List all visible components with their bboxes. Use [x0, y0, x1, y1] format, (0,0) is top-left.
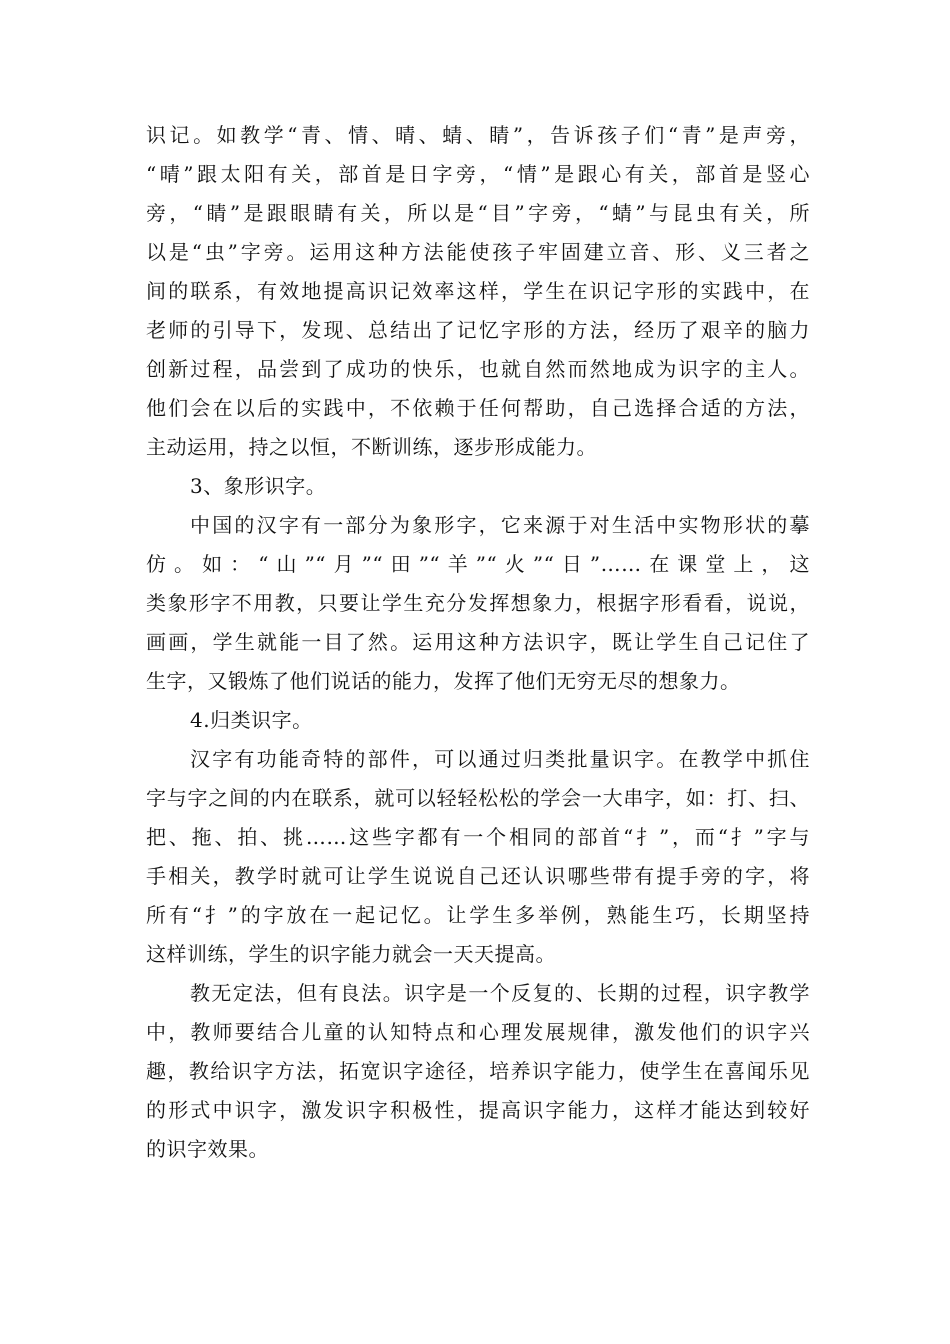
text-line: 仿。如：“山”“月”“田”“羊”“火”“日”……在课堂上，这: [146, 552, 810, 576]
text-line: 以是“虫”字旁。运用这种方法能使孩子牢固建立音、形、义三者之: [146, 240, 810, 264]
paragraph: [146, 506, 810, 701]
paragraph: [146, 974, 810, 1169]
text-line: 这样训练，学生的识字能力就会一天天提高。: [146, 942, 556, 966]
text-line: 手相关，教学时就可让学生说说自己还认识哪些带有提手旁的字，将: [146, 864, 810, 888]
heading-text: 4.归类识字。: [190, 708, 313, 732]
text-line: 主动运用，持之以恒，不断训练，逐步形成能力。: [146, 435, 597, 459]
text-line: “晴”跟太阳有关，部首是日字旁，“情”是跟心有关，部首是竖心: [146, 162, 810, 186]
text-line: 中国的汉字有一部分为象形字，它来源于对生活中实物形状的摹: [190, 513, 810, 537]
text-line: 间的联系，有效地提高识记效率这样，学生在识记字形的实践中，在: [146, 279, 810, 303]
text-line: 的形式中识字，激发识字积极性，提高识字能力，这样才能达到较好: [146, 1098, 810, 1122]
text-line: 把、拖、拍、挑……这些字都有一个相同的部首“扌”，而“扌”字与: [146, 825, 810, 849]
paragraph: [146, 740, 810, 974]
text-line: 创新过程，品尝到了成功的快乐，也就自然而然地成为识字的主人。: [146, 357, 810, 381]
section-heading: [146, 467, 810, 506]
text-line: 生字，又锻炼了他们说话的能力，发挥了他们无穷无尽的想象力。: [146, 669, 741, 693]
text-line: 汉字有功能奇特的部件，可以通过归类批量识字。在教学中抓住: [190, 747, 810, 771]
text-line: 教无定法，但有良法。识字是一个反复的、长期的过程，识字教学: [190, 981, 810, 1005]
text-line: 字与字之间的内在联系，就可以轻轻松松的学会一大串字，如：打、扫、: [146, 786, 810, 810]
text-line: 老师的引导下，发现、总结出了记忆字形的方法，经历了艰辛的脑力: [146, 318, 810, 342]
text-line: 类象形字不用教，只要让学生充分发挥想象力，根据字形看看，说说，: [146, 591, 810, 615]
paragraph: [146, 116, 810, 467]
text-line: 画画，学生就能一目了然。运用这种方法识字，既让学生自己记住了: [146, 630, 810, 654]
text-line: 中，教师要结合儿童的认知特点和心理发展规律，激发他们的识字兴: [146, 1020, 810, 1044]
section-heading: [146, 701, 810, 740]
text-line: 旁，“睛”是跟眼睛有关，所以是“目”字旁，“蜻”与昆虫有关，所: [146, 201, 810, 225]
heading-text: 3、象形识字。: [190, 474, 327, 498]
document-body: [146, 116, 810, 1169]
text-line: 所有“扌”的字放在一起记忆。让学生多举例，熟能生巧，长期坚持: [146, 903, 810, 927]
text-line: 的识字效果。: [146, 1137, 269, 1161]
text-line: 他们会在以后的实践中，不依赖于任何帮助，自己选择合适的方法，: [146, 396, 810, 420]
text-line: 识记。如教学“青、情、晴、蜻、睛”，告诉孩子们“青”是声旁，: [146, 123, 810, 147]
text-line: 趣，教给识字方法，拓宽识字途径，培养识字能力，使学生在喜闻乐见: [146, 1059, 810, 1083]
